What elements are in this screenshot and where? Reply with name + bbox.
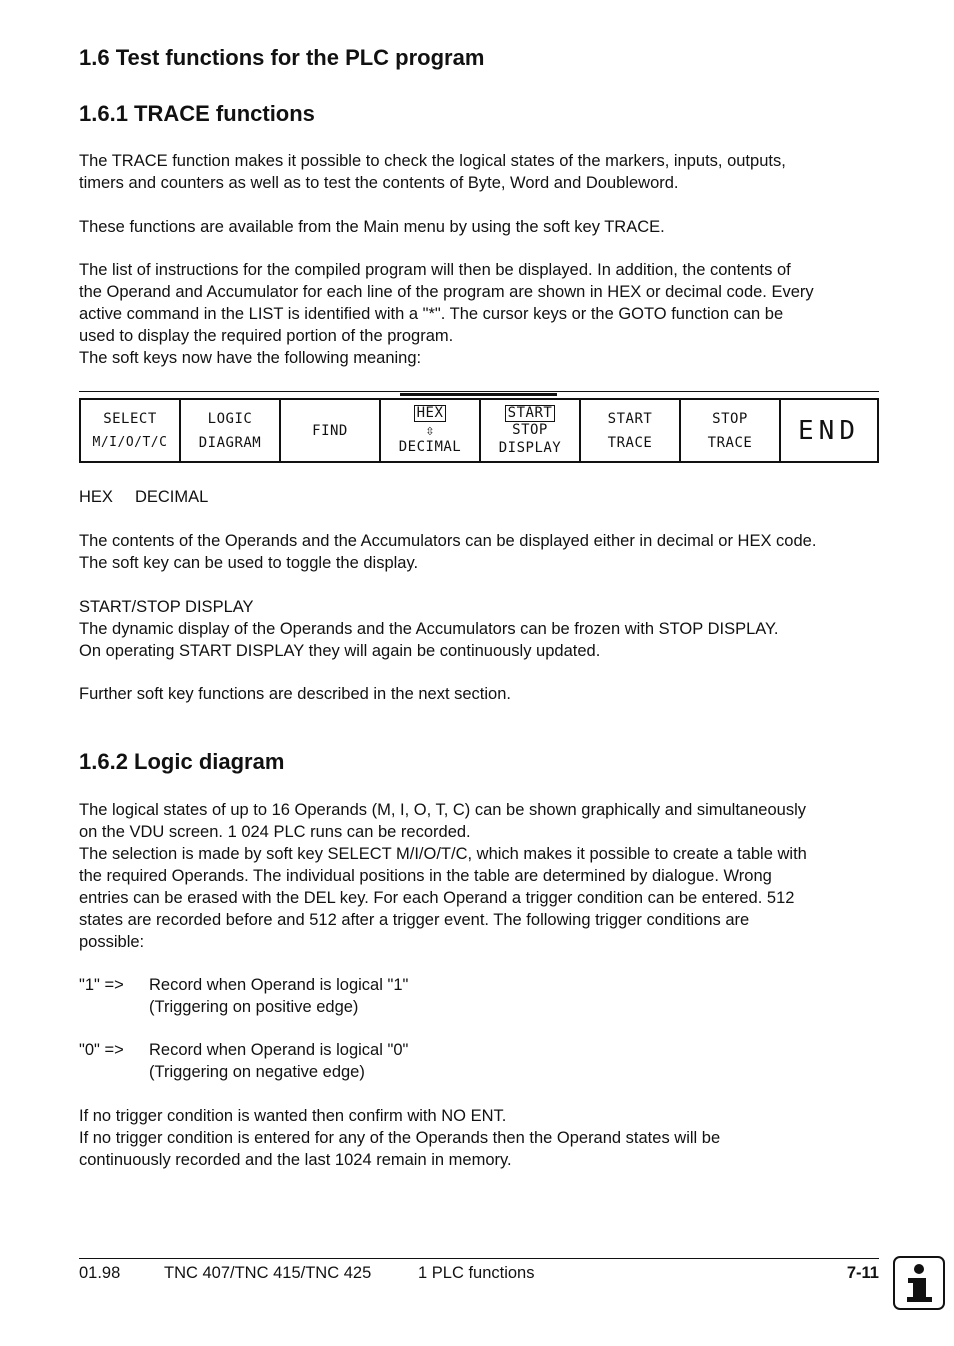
softkey-logic-diagram[interactable] [181, 400, 281, 461]
softkey-label-decimal: DECIMAL [398, 438, 462, 455]
text-line: The selection is made by soft key SELECT M/I/O/T/C, which makes it possible to create a table with [79, 845, 807, 863]
footer-model: TNC 407/TNC 415/TNC 425 [164, 1264, 372, 1282]
text-line: The list of instructions for the compiled program will then be displayed. In addition, the contents of [79, 261, 791, 279]
softkey-hex-decimal[interactable] [381, 400, 481, 461]
softkey-start-stop-display[interactable] [481, 400, 581, 461]
text-line: timers and counters as well as to test the contents of Byte, Word and Doubleword. [79, 174, 679, 192]
softkey-bar [79, 398, 879, 463]
trigger-key: "0" => [79, 1041, 124, 1059]
footer-rule [79, 1258, 879, 1259]
softkey-label-start: START [505, 405, 556, 422]
text-line: These functions are available from the Main menu by using the soft key TRACE. [79, 218, 665, 236]
text-line: the required Operands. The individual positions in the table are determined by dialogue. Wrong [79, 867, 772, 885]
softkey-end[interactable] [781, 400, 877, 461]
trace-availability [79, 216, 884, 238]
info-glyph-icon [895, 1258, 943, 1308]
section-heading: 1.6 Test functions for the PLC program [79, 45, 485, 70]
trigger-note: (Triggering on positive edge) [149, 998, 359, 1016]
label-decimal: DECIMAL [134, 488, 209, 506]
text-line: entries can be erased with the DEL key. For each Operand a trigger condition can be entered. 512 [79, 889, 795, 907]
logic-heading: 1.6.2 Logic diagram [79, 749, 285, 774]
text-line: used to display the required portion of the program. [79, 327, 454, 345]
label-hex: HEX [79, 488, 113, 506]
softkey-label: TRACE [607, 434, 653, 451]
softkey-label: M/I/O/T/C [92, 434, 168, 450]
text-line: The logical states of up to 16 Operands (M, I, O, T, C) can be shown graphically and simultaneously [79, 801, 806, 819]
softkey-select[interactable] [81, 400, 181, 461]
softkey-label: STOP [712, 410, 748, 427]
text-line: on the VDU screen. 1 024 PLC runs can be recorded. [79, 823, 471, 841]
text-line: The TRACE function makes it possible to check the logical states of the markers, inputs, outputs, [79, 152, 786, 170]
trace-heading: 1.6.1 TRACE functions [79, 101, 315, 126]
no-ent-description [79, 1105, 884, 1171]
hex-decimal-description [79, 530, 884, 574]
text-line: The soft keys now have the following meaning: [79, 349, 422, 367]
text-line: The contents of the Operands and the Accumulators can be displayed either in decimal or HEX code. [79, 532, 817, 550]
softkey-label-display: DISPLAY [498, 439, 562, 456]
trigger-text: Record when Operand is logical "0" [149, 1041, 409, 1059]
softkey-bar-marker [400, 393, 557, 396]
footer-page-number: 7-11 [846, 1264, 879, 1282]
softkey-label: END [798, 415, 860, 446]
trace-intro [79, 150, 884, 194]
further-note [79, 683, 884, 705]
trace-list-description [79, 259, 884, 369]
footer-date: 01.98 [79, 1264, 121, 1282]
softkey-label: LOGIC [207, 410, 253, 427]
softkey-start-trace[interactable] [581, 400, 681, 461]
text-line: active command in the LIST is identified with a "*". The cursor keys or the GOTO function can be [79, 305, 784, 323]
softkey-label: SELECT [103, 410, 157, 427]
info-icon [893, 1256, 945, 1310]
hex-decimal-label [79, 486, 884, 508]
trigger-key: "1" => [79, 976, 124, 994]
text-line: possible: [79, 933, 145, 951]
toggle-arrow-icon: ⇳ [425, 420, 435, 439]
softkey-label-hex: HEX [414, 405, 447, 422]
softkey-label: DIAGRAM [198, 434, 262, 451]
text-line: The soft key can be used to toggle the display. [79, 554, 419, 572]
start-stop-label: START/STOP DISPLAY [79, 598, 254, 616]
softkey-label: START [607, 410, 653, 427]
softkey-find[interactable] [281, 400, 381, 461]
text-line: the Operand and Accumulator for each line of the program are shown in HEX or decimal code. Every [79, 283, 814, 301]
trigger-text: Record when Operand is logical "1" [149, 976, 409, 994]
trigger-note: (Triggering on negative edge) [149, 1063, 365, 1081]
text-line: Further soft key functions are described in the next section. [79, 685, 511, 703]
softkey-bar-top-rule [79, 391, 879, 392]
text-line: states are recorded before and 512 after a trigger event. The following trigger conditions are [79, 911, 750, 929]
text-line: continuously recorded and the last 1024 remain in memory. [79, 1151, 512, 1169]
footer-chapter: 1 PLC functions [418, 1264, 535, 1282]
start-stop-section [79, 596, 884, 662]
text-line: If no trigger condition is entered for any of the Operands then the Operand states will be [79, 1129, 721, 1147]
text-line: If no trigger condition is wanted then confirm with NO ENT. [79, 1107, 507, 1125]
softkey-stop-trace[interactable] [681, 400, 781, 461]
text-line: The dynamic display of the Operands and the Accumulators can be frozen with STOP DISPLAY. [79, 620, 779, 638]
softkey-label-stop: STOP [512, 421, 548, 438]
softkey-label: FIND [312, 422, 348, 439]
logic-description [79, 799, 884, 953]
text-line: On operating START DISPLAY they will again be continuously updated. [79, 642, 601, 660]
softkey-label: TRACE [707, 434, 753, 451]
